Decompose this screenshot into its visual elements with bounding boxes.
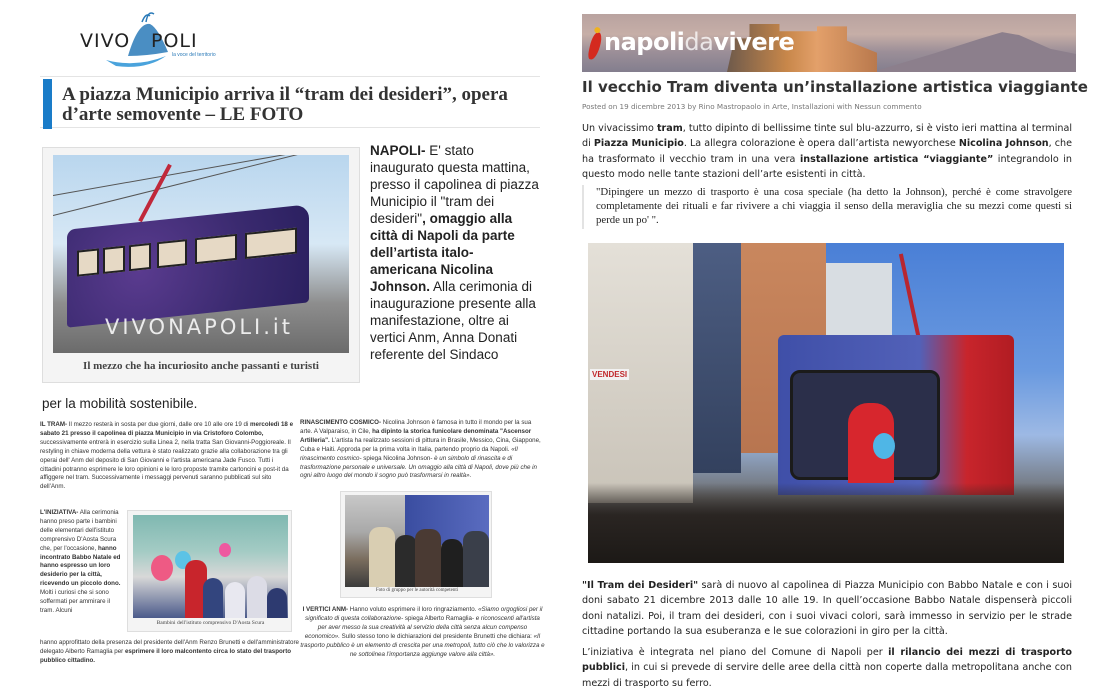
- section-text: Il mezzo resterà in sosta per due giorni, dalle ore 10 alle ore 19 di: [67, 421, 251, 428]
- section-quote: «Il rinascimento cosmico-: [300, 445, 518, 462]
- napolidavivere-clipping: [560, 0, 1100, 689]
- headline-box: [40, 76, 540, 128]
- section-text: Hanno voluto esprimere il loro ringraziamento.: [348, 606, 479, 613]
- section-text: spiega Nicolina Johnson-: [361, 454, 435, 462]
- post-title[interactable]: Il vecchio Tram diventa un’installazione artistica viaggiante: [582, 78, 1088, 96]
- person: [463, 531, 489, 587]
- person: [415, 529, 441, 587]
- section-text: hanno approfittato della presenza del presidente dell'Anm Renzo Brunetti e dell'amministratore delegato Alberto Ramaglia per: [40, 639, 299, 655]
- painted-tram: [67, 204, 309, 327]
- balloon: [219, 543, 231, 557]
- section-text: successivamente entrerà in esercizio sulla Linea 2, nella tratta San Giovanni-Poggioreale. Il restyling in chiave moderna della vettura è stato realizzato grazie alla collaborazione tra gli operai dell' Anm del deposito di San Giovanni e l'artista americana Jade Fusco. Tutti i cittadini potranno esprimere le loro opinioni e le loro proposte tramite cartoncini e post-it da affiggere nel tram. Successivamente i messaggi pervenuti saranno pubblicati sul sito dell'Anm.: [40, 438, 291, 491]
- section-rinascimento: [300, 419, 545, 481]
- section-text: Alla cerimonia hanno preso parte i bambini delle elementari dell'istituto comprensivo D'Aosta Scura che, per l'occasione,: [40, 509, 119, 552]
- logo-word-vivere: vivere: [713, 28, 795, 56]
- overhead-wire: [53, 155, 349, 196]
- section-bold: mercoledì 18 e sabato 21 presso il capolinea di piazza Municipio in via Cristoforo Colombo,: [40, 421, 294, 437]
- building: [693, 243, 741, 473]
- headline-accent-bar: [43, 79, 52, 129]
- vivonapoli-logo[interactable]: [76, 12, 216, 72]
- section-il-tram: [40, 421, 295, 492]
- post-paragraph-1: [582, 121, 1072, 182]
- bold-text: il rilancio dei mezzi di trasporto pubblici: [582, 647, 1072, 674]
- logo-tagline: la voce del territorio: [172, 52, 216, 58]
- logo-word-da: da: [684, 28, 714, 56]
- post-meta: Posted on 19 dicembre 2013 by Rino Mastropaolo in Arte, Installazioni with Nessun commento: [582, 102, 922, 111]
- tram-windshield: [790, 370, 940, 480]
- balloon: [873, 433, 895, 459]
- text: , tutto dipinto di bellissime tinte sul blu-azzurro, si è visto ieri mattina al terminal di: [582, 123, 1072, 150]
- text: . La allegra colorazione è opera dall’artista newyorchese: [683, 138, 959, 150]
- child: [267, 588, 287, 618]
- section-bold: ha dipinto la storica funicolare denominata "Ascensor Artilleria".: [300, 427, 532, 444]
- tram-photo-caption: Il mezzo che ha incuriosito anche passanti e turisti: [83, 360, 319, 372]
- section-label: RINASCIMENTO COSMICO-: [300, 419, 382, 426]
- section-label: IL TRAM-: [40, 421, 68, 428]
- section-vertici-anm: [300, 606, 545, 659]
- site-logo-text: [604, 28, 794, 56]
- vesuvius-silhouette: [872, 30, 1076, 72]
- person: [441, 539, 463, 587]
- section-quote: è un simbolo di rinascita e di trasformazione personale e universale. Un omaggio alla città di Napoli, dove più che in ogni altro luogo del mondo il sogno può trasformarsi in realtà».: [300, 454, 537, 480]
- section-quote: «Il trasporto pubblico è un elemento di crescita per una metropoli, tutto ciò che lo valorizza e ne sottolinea l'importanza aggiunge valore alla città».: [300, 632, 545, 658]
- person: [369, 527, 395, 587]
- site-banner[interactable]: [582, 14, 1076, 72]
- child: [247, 576, 267, 618]
- bold-text: "Il Tram dei Desideri": [582, 580, 699, 591]
- crowd: [588, 483, 1064, 563]
- lead-tail: per la mobilità sostenibile.: [42, 396, 198, 411]
- post-paragraph-3: [582, 645, 1072, 689]
- for-sale-sign: VENDESI: [592, 370, 628, 379]
- section-text: L'artista ha realizzato sessioni di pittura in Brasile, Messico, Cina, Giappone, Cuba e Haiti. Approda per la prima volta in Italia, partendo proprio da Napoli.: [300, 436, 541, 453]
- lead-bold: , omaggio alla città di Napoli da parte dell’artista italo-americana Nicolina Johnson.: [370, 211, 515, 294]
- lead-label: NAPOLI-: [370, 143, 426, 158]
- section-bold: esprimere il loro malcontento circa lo stato del trasporto pubblico cittadino.: [40, 647, 292, 664]
- painted-tram: [778, 335, 1014, 495]
- bold-text: Nicolina Johnson: [958, 138, 1049, 150]
- section-text: Molti i curiosi che si sono soffermati per ammirare il tram. Alcuni: [40, 589, 111, 614]
- bold-text: tram: [656, 123, 683, 134]
- group-photo-figure: [340, 491, 492, 598]
- section-label: I VERTICI ANM-: [302, 606, 349, 613]
- text: sarà di nuovo al capolinea di Piazza Municipio con Babbo Natale e con i suoi doni sabato 21 dicembre 2013 dalle 10 alle 19. In quell’occasione Babbo Natale dispenserà piccoli doni natalizi. Poi, il tram dei desideri, con i suoi vivaci colori, sarà immesso in servizio per le strade cittadine portando la sua esuberanza e le sue colorazioni in giro per la città.: [582, 580, 1072, 637]
- tram-photo-figure: [42, 147, 360, 383]
- text: integrandolo in questo modo nelle tante stazioni dell’arte esistenti in città.: [582, 153, 1072, 180]
- logo-word-vivo: VIVO: [80, 30, 131, 52]
- text: Un vivacissimo: [582, 123, 657, 134]
- tram-pantograph: [899, 254, 921, 341]
- section-quote: «Siamo orgogliosi per il significato di questa collaborazione-: [305, 606, 543, 622]
- section-text: spiega Alberto Ramaglia-: [403, 614, 476, 622]
- child: [225, 582, 245, 618]
- lead-text: Alla cerimonia di inaugurazione presente alla manifestazione, oltre ai vertici Anm, Anna Donati referente del Sindaco: [370, 279, 536, 362]
- logo-word-poli: POLI: [151, 30, 198, 52]
- group-photo[interactable]: [345, 495, 489, 587]
- children-photo-figure: [127, 510, 292, 632]
- children-photo-caption: Bambini dell'istituto comprensivo D'Aosta Scura: [156, 620, 265, 626]
- section-text: Nicolina Johnson è famosa in tutto il mondo per la sua arte. A Valparaiso, in Cile,: [300, 419, 532, 435]
- children-photo[interactable]: [133, 515, 288, 618]
- text: L’iniziativa è integrata nel piano del Comune di Napoli per: [582, 647, 889, 658]
- section-iniziativa-continued: [40, 639, 300, 666]
- section-text: Sullo stesso tono le dichiarazioni del presidente Brunetti che dichiara:: [339, 632, 534, 640]
- section-iniziativa: [40, 509, 122, 616]
- child: [203, 578, 223, 618]
- article-headline[interactable]: A piazza Municipio arriva il “tram dei desideri”, opera d’arte semovente – LE FOTO: [62, 84, 508, 125]
- lead-text: E' stato inaugurato questa mattina, presso il capolinea di piazza Municipio il "tram dei desideri": [370, 143, 539, 226]
- group-photo-caption: Foto di gruppo per le autorità competenti: [375, 588, 459, 593]
- balloon: [151, 555, 173, 581]
- santa-tram-photo[interactable]: [588, 243, 1064, 563]
- photo-watermark: VIVONAPOLI.it: [105, 315, 293, 339]
- tram-photo[interactable]: [53, 155, 349, 353]
- section-bold: hanno incontrato Babbo Natale ed hanno espresso un loro desiderio per la città, ricevendo un piccolo dono.: [40, 544, 121, 588]
- artist-quote: "Dipingere un mezzo di trasporto è una cosa speciale (ha detto la Johnson), perché è come stravolgere completamente dei rituali e far rivivere a chi viaggia il senso della meraviglia che su mezzi come questi si perde un po' ".: [582, 185, 1072, 229]
- text: , che ha trasformato il vecchio tram in una vera: [582, 138, 1072, 165]
- post-paragraph-2: [582, 578, 1072, 639]
- logo-word-napoli: napoli: [604, 28, 685, 56]
- text: , in cui si prevede di servire delle aree della città non coperte dalla metropolitana anche con mezzi di trasporto su ferro.: [582, 662, 1072, 689]
- cornicello-icon: [587, 31, 603, 60]
- lead-paragraph: [370, 142, 540, 363]
- bold-text: installazione artistica “viaggiante”: [799, 153, 994, 165]
- section-quote: e riconoscenti all'artista per aver messo la sua creatività al servizio della città senza alcun compenso economico».: [304, 614, 540, 640]
- person: [395, 535, 417, 587]
- bold-text: Piazza Municipio: [593, 138, 684, 150]
- section-label: L'INIZIATIVA-: [40, 509, 79, 516]
